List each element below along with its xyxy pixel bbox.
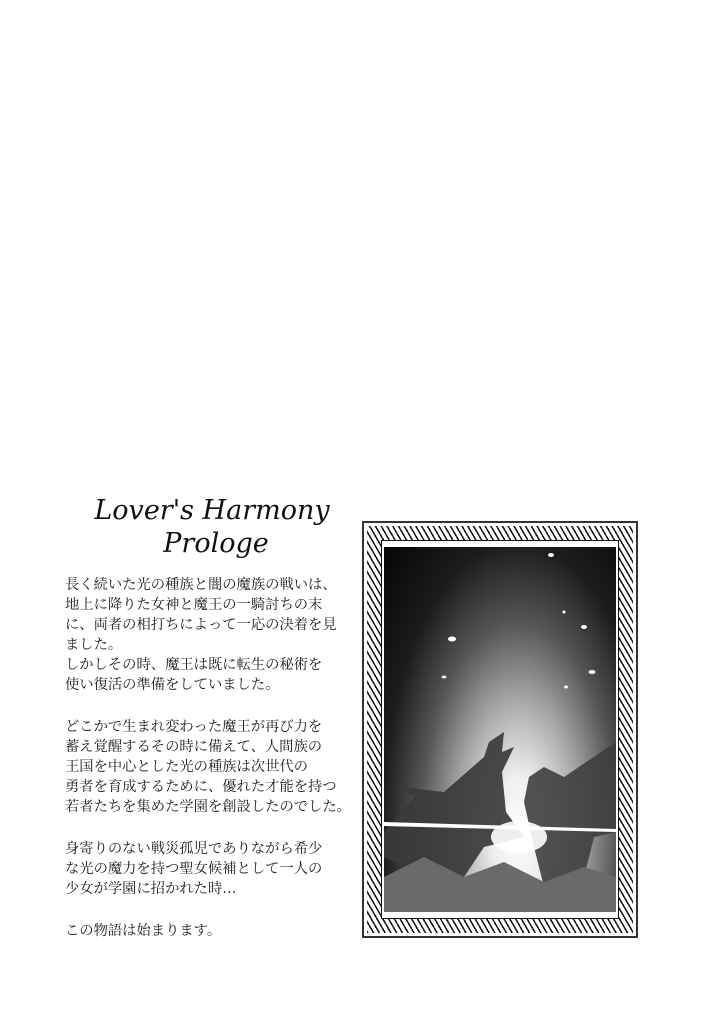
text-line: どこかで生まれ変わった魔王が再び力を bbox=[65, 719, 323, 735]
text-line: 身寄りのない戦災孤児でありながら希少 bbox=[65, 841, 323, 857]
text-line: な光の魔力を持つ聖女候補として一人の bbox=[65, 861, 323, 877]
text-line: 長く続いた光の種族と闇の魔族の戦いは、 bbox=[65, 577, 337, 593]
goddess-silhouette bbox=[524, 742, 616, 887]
sparkles bbox=[442, 553, 596, 689]
text-line: ました。 bbox=[65, 637, 123, 653]
paragraph-2 bbox=[65, 717, 357, 817]
text-line: に、両者の相打ちによって一応の決着を見 bbox=[65, 617, 337, 633]
paragraph-4 bbox=[65, 921, 357, 941]
battle-illustration bbox=[384, 547, 616, 912]
prologue-text bbox=[65, 575, 357, 963]
paragraph-3 bbox=[65, 839, 357, 899]
text-line: 王国を中心とした光の種族は次世代の bbox=[65, 759, 309, 775]
text-line: 勇者を育成するために、優れた才能を持つ bbox=[65, 779, 337, 795]
text-line: 使い復活の準備をしていました。 bbox=[65, 677, 280, 693]
text-line: この物語は始まります。 bbox=[65, 923, 222, 939]
text-line: 地上に降りた女神と魔王の一騎討ちの末 bbox=[65, 597, 323, 613]
clash-light bbox=[491, 821, 547, 853]
demon-king-silhouette bbox=[384, 732, 524, 877]
illustration-frame bbox=[362, 521, 638, 938]
book-title: Lover's Harmony bbox=[94, 495, 330, 526]
paragraph-1 bbox=[65, 575, 357, 695]
chapter-title: Prologe bbox=[163, 528, 269, 559]
illustration-battle-scene bbox=[384, 547, 616, 912]
text-line: 少女が学園に招かれた時… bbox=[65, 881, 237, 897]
text-line: 蓄え覚醒するその時に備えて、人間族の bbox=[65, 739, 323, 755]
text-line: しかしその時、魔王は既に転生の秘術を bbox=[65, 657, 323, 673]
text-line: 若者たちを集めた学園を創設したのでした。 bbox=[65, 799, 351, 815]
